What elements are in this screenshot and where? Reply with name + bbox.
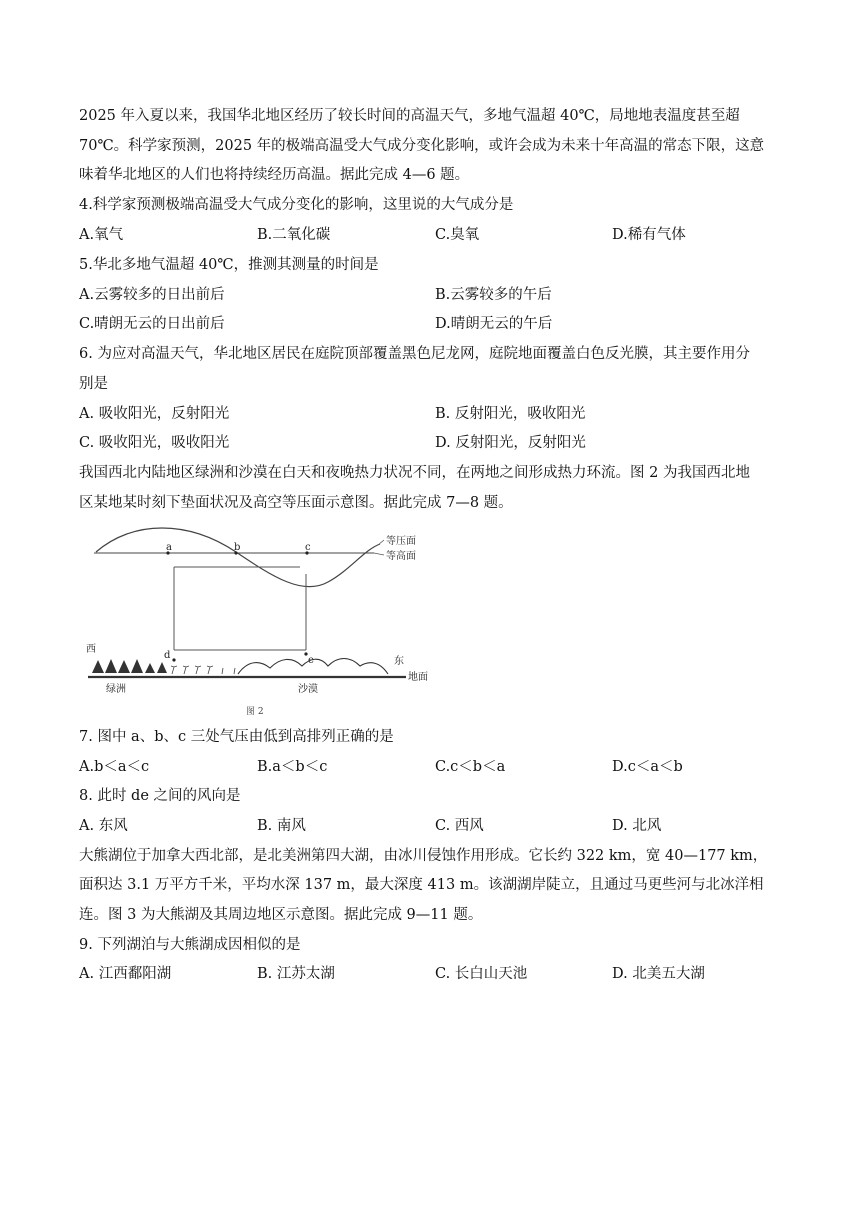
q7-option-c: C.c＜b＜a [435,759,506,775]
tree-icon [118,660,130,673]
isobaric-surface-curve [96,528,380,587]
ground-label: 地面 [408,672,428,683]
q6-stem-line-2: 别是 [79,376,108,392]
east-label: 东 [394,656,404,667]
passage1-line-2: 70℃。科学家预测，2025 年的极端高温受大气成分变化影响，或许会成为未来十年高温的常态下限，这意 [79,138,765,154]
q8-option-d: D. 北风 [612,818,662,834]
q5-option-d: D.晴朗无云的午后 [435,316,553,332]
q8-stem: 8. 此时 de 之间的风向是 [79,788,241,804]
passage1-line-1: 2025 年入夏以来，我国华北地区经历了较长时间的高温天气，多地气温超 40℃，局地地表温度甚至超 [79,108,740,124]
passage3-line-2: 面积达 3.1 万平方千米，平均水深 137 m，最大深度 413 m。该湖湖岸陡立，且通过马更些河与北冰洋相 [79,877,764,893]
passage2-line-2: 区某地某时刻下垫面状况及高空等压面示意图。据此完成 7—8 题。 [79,495,513,511]
q4-option-c: C.臭氧 [435,227,480,243]
q6-option-a: A. 吸收阳光，反射阳光 [79,406,230,422]
q5-stem: 5.华北多地气温超 40℃，推测其测量的时间是 [79,257,379,273]
isohypse-label: 等高面 [386,551,416,562]
point-e-label: e [308,655,314,666]
oasis-shrubs [171,666,235,674]
q7-option-a: A.b＜a＜c [79,759,150,775]
q4-option-a: A.氧气 [79,227,124,243]
oasis-label: 绿洲 [106,684,126,695]
q9-option-a: A. 江西鄱阳湖 [79,966,172,982]
isobaric-label: 等压面 [386,536,416,547]
tree-icon [92,660,104,673]
q7-option-d: D.c＜a＜b [612,759,683,775]
q4-stem: 4.科学家预测极端高温受大气成分变化的影响，这里说的大气成分是 [79,197,514,213]
q7-stem: 7. 图中 a、b、c 三处气压由低到高排列正确的是 [79,729,394,745]
tree-icon [157,662,167,673]
q8-option-b: B. 南风 [257,818,306,834]
point-d-label: d [164,650,171,661]
q9-stem: 9. 下列湖泊与大熊湖成因相似的是 [79,937,301,953]
q7-option-b: B.a＜b＜c [257,759,328,775]
point-c-label: c [305,542,311,553]
q5-option-b: B.云雾较多的午后 [435,287,552,303]
west-label: 西 [86,644,96,655]
q9-option-d: D. 北美五大湖 [612,966,705,982]
q4-option-d: D.稀有气体 [612,227,686,243]
q5-option-a: A.云雾较多的日出前后 [79,287,225,303]
q6-option-b: B. 反射阳光，吸收阳光 [435,406,586,422]
oasis-trees [92,659,167,673]
passage3-line-1: 大熊湖位于加拿大西北部，是北美洲第四大湖，由冰川侵蚀作用形成。它长约 322 km，宽 40—177 km， [79,848,768,864]
q8-option-a: A. 东风 [79,818,128,834]
q9-option-c: C. 长白山天池 [435,966,528,982]
tree-icon [105,659,117,673]
passage2-line-1: 我国西北内陆地区绿洲和沙漠在白天和夜晚热力状况不同，在两地之间形成热力环流。图 2 为我国西北地 [79,465,750,481]
figure-caption: 图 2 [246,707,264,717]
q9-option-b: B. 江苏太湖 [257,966,335,982]
point-a-label: a [166,542,172,553]
desert-label: 沙漠 [298,684,318,695]
thermal-circulation-diagram [88,522,440,720]
passage3-line-3: 连。图 3 为大熊湖及其周边地区示意图。据此完成 9—11 题。 [79,907,483,923]
tree-icon [131,659,143,673]
q6-option-d: D. 反射阳光，反射阳光 [435,435,586,451]
q6-stem-line-1: 6. 为应对高温天气，华北地区居民在庭院顶部覆盖黑色尼龙网，庭院地面覆盖白色反光膜，其主要作用分 [79,346,750,362]
q4-option-b: B.二氧化碳 [257,227,331,243]
q8-option-c: C. 西风 [435,818,484,834]
q6-option-c: C. 吸收阳光，吸收阳光 [79,435,230,451]
figure-2-diagram [88,522,440,720]
q5-option-c: C.晴朗无云的日出前后 [79,316,225,332]
point-d-dot [172,658,175,661]
tree-icon [145,663,155,673]
point-b-label: b [234,542,241,553]
passage1-line-3: 味着华北地区的人们也将持续经历高温。据此完成 4—6 题。 [79,167,470,183]
